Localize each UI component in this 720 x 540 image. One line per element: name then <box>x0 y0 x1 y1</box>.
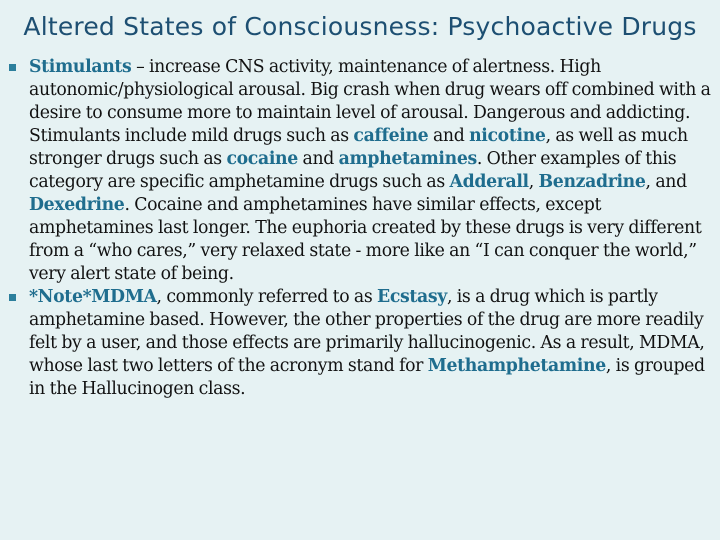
text-run: and <box>297 149 339 169</box>
text-run: – increase CNS activity, maintenance of alertness. High autonomic/physiological arousal. Big crash when drug wears off combined with a desire to consume more to maintain level of arousal. Dangerous and addicting. Stimulants include mild drugs such as <box>29 57 711 146</box>
highlighted-term: Dexedrine <box>29 195 125 215</box>
text-run: . Other examples of this category are specific amphetamine drugs such as <box>29 149 677 192</box>
highlighted-term: Methamphetamine <box>427 356 606 376</box>
bullet-list <box>8 56 714 401</box>
highlighted-term: Benzadrine <box>538 172 646 192</box>
text-run: and <box>428 126 470 146</box>
square-bullet-icon <box>9 64 16 71</box>
square-bullet-icon <box>9 294 16 301</box>
bullet-item-mdma-note <box>8 286 714 401</box>
slide-title: Altered States of Consciousness: Psychoactive Drugs <box>23 12 697 41</box>
highlighted-term: caffeine <box>353 126 429 146</box>
highlighted-term: Ecstasy <box>377 287 447 307</box>
bullet-text <box>29 287 705 399</box>
text-run: , is a drug which is partly amphetamine based. However, the other properties of the drug are more readily felt by a user, and those effects are primarily hallucinogenic. As a result, MDMA, whose last two letters of the acronym stand for <box>29 287 705 376</box>
text-run: , and <box>645 172 687 192</box>
text-run: , is grouped in the Hallucinogen class. <box>29 356 705 399</box>
highlighted-term: Stimulants <box>29 57 132 77</box>
text-run: , commonly referred to as <box>156 287 378 307</box>
highlighted-term: *Note*MDMA <box>29 287 157 307</box>
bullet-text <box>29 57 711 284</box>
highlighted-term: cocaine <box>226 149 298 169</box>
bullet-item-stimulants <box>8 56 714 286</box>
highlighted-term: amphetamines <box>338 149 477 169</box>
text-run: , as well as much stronger drugs such as <box>29 126 688 169</box>
text-run: , <box>528 172 539 192</box>
highlighted-term: Adderall <box>449 172 529 192</box>
text-run: . Cocaine and amphetamines have similar effects, except amphetamines last longer. The euphoria created by these drugs is very different from a “who cares,” very relaxed state - more like an “I can conquer the world,” very alert state of being. <box>29 195 702 284</box>
highlighted-term: nicotine <box>469 126 546 146</box>
